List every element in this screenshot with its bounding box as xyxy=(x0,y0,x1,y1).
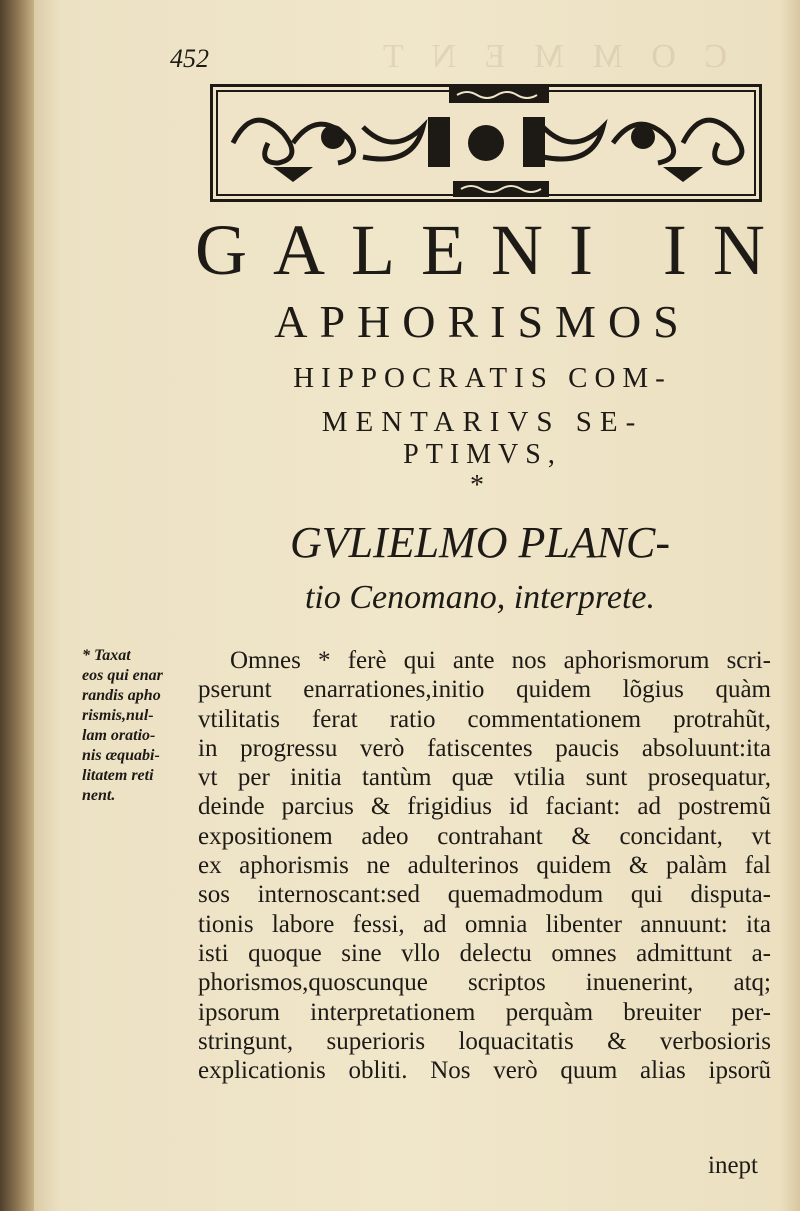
marginal-note-line: litatem reti xyxy=(82,767,154,784)
title-hippocratis: HIPPOCRATIS COM- xyxy=(293,362,672,394)
marginal-note-line: nis æquabi- xyxy=(82,747,160,764)
body-line: vt per initia tantùm quæ vtilia sunt prosequatur, xyxy=(198,764,771,792)
body-line: explicationis obliti. Nos verò quum alias ipsorũ xyxy=(198,1057,771,1085)
body-line: ex aphorismis ne adulterinos quidem & palàm fal xyxy=(198,852,771,880)
translator-name: GVLIELMO PLANC- xyxy=(289,518,671,567)
title-mentarius: MENTARIVS SE- xyxy=(321,406,644,438)
asterisk-ornament: * xyxy=(470,470,484,501)
title-ptimus: PTIMVS, xyxy=(403,439,562,470)
translator-role: tio Cenomano, interprete. xyxy=(304,579,656,616)
body-line: ipsorum interpretationem perquàm breuiter per- xyxy=(198,998,771,1026)
body-line: deinde parcius & frigidius id faciant: ad postremũ xyxy=(198,793,771,821)
body-line: sos internoscant:sed quemadmodum qui disputa- xyxy=(198,881,771,909)
body-line: Omnes * ferè qui ante nos aphorismorum scri- xyxy=(230,647,771,674)
marginal-note-line: rismis,nul- xyxy=(82,707,154,724)
body-line: vtilitatis ferat ratio commentationem protrahũt, xyxy=(198,705,771,733)
marginal-note-line: * Taxat xyxy=(82,647,131,664)
marginal-note-line: nent. xyxy=(82,787,116,804)
marginal-note-line: randis apho xyxy=(82,687,161,704)
marginal-note-line: eos qui enar xyxy=(82,667,163,684)
body-line: in progressu verò fatiscentes paucis absoluunt:ita xyxy=(198,734,771,762)
book-gutter xyxy=(0,0,34,1211)
body-line: phorismos,quoscunque scriptos inuenerint, atq; xyxy=(198,969,771,997)
marginal-note xyxy=(82,646,197,806)
body-line: stringunt, superioris loquacitatis & verbosioris xyxy=(198,1027,771,1055)
headpiece-ornament xyxy=(210,84,762,202)
page-number: 452 xyxy=(170,44,209,73)
body-paragraph xyxy=(198,646,771,1085)
title-galeni-in: GALENI IN xyxy=(195,210,791,290)
body-line: isti quoque sine vllo delectu omnes admittunt a- xyxy=(198,939,771,967)
marginal-note-line: lam oratio- xyxy=(82,727,156,744)
show-through-text: C O M M E N T xyxy=(372,38,728,75)
body-line: expositionem adeo contrahant & concidant, vt xyxy=(198,822,771,850)
body-line: pserunt enarrationes,initio quidem lõgius quàm xyxy=(198,676,771,704)
title-aphorismos: APHORISMOS xyxy=(274,296,691,347)
ornament-scroll-icon xyxy=(213,87,759,199)
body-line: tionis labore fessi, ad omnia libenter annuunt: ita xyxy=(198,910,771,938)
catchword: inept xyxy=(708,1152,758,1179)
